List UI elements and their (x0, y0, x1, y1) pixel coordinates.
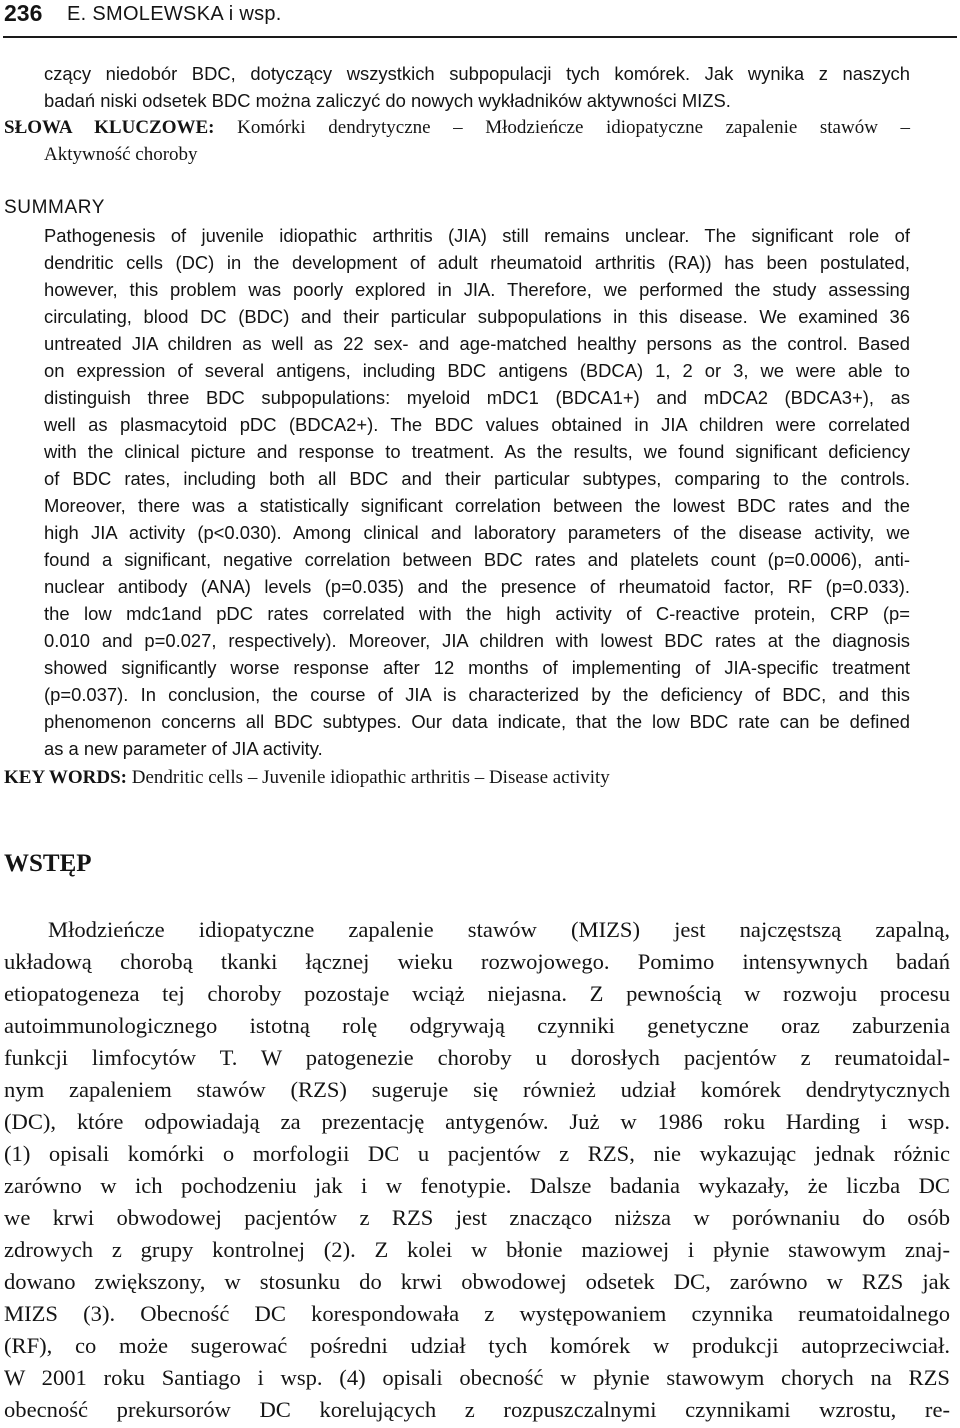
summary-line: however, this problem was poorly explored in JIA. Therefore, we performed the study assessing (44, 279, 910, 300)
keywords-en (4, 764, 610, 791)
summary-line: nuclear antibody (ANA) levels (p=0.035) and the presence of rheumatoid factor, RF (p=0.033). (44, 576, 910, 597)
intro-line: zdrowych z grupy kontrolnej (2). Z kolei w błonie maziowej i płynie stawowym znaj- (4, 1237, 950, 1262)
header-rule (3, 36, 957, 38)
summary-line: (p=0.037). In conclusion, the course of JIA is characterized by the deficiency of BDC, and this (44, 684, 910, 705)
intro-line: (1) opisali komórki o morfologii DC u pacjentów z RZS, nie wykazując jednak różnic (4, 1141, 950, 1166)
summary-line: circulating, blood DC (BDC) and their particular subpopulations in this disease. We examined 36 (44, 306, 910, 327)
summary-line: as a new parameter of JIA activity. (44, 738, 323, 759)
summary-line: with the clinical picture and response to treatment. As the results, we found significant deficiency (44, 441, 910, 462)
summary-line: the low mdc1and pDC rates correlated with the high activity of C-reactive protein, CRP (p= (44, 603, 910, 624)
summary-line: found a significant, negative correlation between BDC rates and platelets count (p=0.0006), anti- (44, 549, 910, 570)
intro-line: obecność prekursorów DC korelujących z rozpuszczalnymi czynnikami wzrostu, re- (4, 1397, 950, 1422)
intro-line: układową chorobą tkanki łącznej wieku rozwojowego. Pomimo intensywnych badań (4, 949, 950, 974)
intro-line: dowano zwiększony, w stosunku do krwi obwodowej odsetek DC, zarówno w RZS jak (4, 1269, 950, 1294)
summary-line: phenomenon concerns all BDC subtypes. Our data indicate, that the low BDC rate can be defined (44, 711, 910, 732)
running-head: E. SMOLEWSKA i wsp. (67, 3, 282, 25)
introduction-heading: WSTĘP (4, 850, 92, 877)
summary-line: distinguish three BDC subpopulations: myeloid mDC1 (BDCA1+) and mDCA2 (BDCA3+), as (44, 387, 910, 408)
intro-line: we krwi obwodowej pacjentów z RZS jest znacząco niższa w porównaniu do osób (4, 1205, 950, 1230)
summary-line: Moreover, there was a statistically significant correlation between the lowest BDC rates and the (44, 495, 910, 516)
keywords-pl-text: Komórki dendrytyczne – Młodzieńcze idiopatyczne zapalenie stawów – (237, 117, 911, 138)
keywords-pl-line2: Aktywność choroby (44, 144, 198, 165)
keywords-en-text: Dendritic cells – Juvenile idiopathic arthritis – Disease activity (131, 767, 610, 788)
intro-line: nym zapaleniem stawów (RZS) sugeruje się również udział komórek dendrytycznych (4, 1077, 950, 1102)
summary-line: high JIA activity (p<0.030). Among clinical and laboratory parameters of the disease activity, we (44, 522, 910, 543)
abstract-line: badań niski odsetek BDC można zaliczyć do nowych wykładników aktywności MIZS. (44, 90, 731, 111)
summary-line: well as plasmacytoid pDC (BDCA2+). The BDC values obtained in JIA children were correlated (44, 414, 910, 435)
summary-line: showed significantly worse response after 12 months of implementing of JIA-specific treatment (44, 657, 910, 678)
page-number: 236 (4, 0, 43, 26)
summary-line: on expression of several antigens, including BDC antigens (BDCA) 1, 2 or 3, we were able to (44, 360, 910, 381)
summary-line: of BDC rates, including both all BDC and their particular subtypes, comparing to the controls. (44, 468, 910, 489)
intro-line: funkcji limfocytów T. W patogenezie choroby u dorosłych pacjentów z reumatoidal- (4, 1045, 950, 1070)
intro-line: autoimmunologicznego istotną rolę odgrywają czynniki genetyczne oraz zaburzenia (4, 1013, 950, 1038)
abstract-line: czący niedobór BDC, dotyczący wszystkich subpopulacji tych komórek. Jak wynika z naszych (44, 63, 910, 84)
keywords-pl-label: SŁOWA KLUCZOWE: (4, 117, 215, 138)
intro-line: (RF), co może sugerować pośredni udział tych komórek w produkcji autoprzeciwciał. (4, 1333, 950, 1358)
keywords-en-label: KEY WORDS: (4, 767, 127, 788)
intro-line: (DC), które odpowiadają za prezentację antygenów. Już w 1986 roku Harding i wsp. (4, 1109, 950, 1134)
intro-line: zarówno w ich pochodzeniu jak i w fenotypie. Dalsze badania wykazały, że liczba DC (4, 1173, 950, 1198)
intro-line: etiopatogeneza tej choroby pozostaje wciąż niejasna. Z pewnością w rozwoju procesu (4, 981, 950, 1006)
intro-line: W 2001 roku Santiago i wsp. (4) opisali obecność w płynie stawowym chorych na RZS (4, 1365, 950, 1390)
summary-heading: SUMMARY (4, 197, 105, 218)
summary-line: untreated JIA children as well as 22 sex- and age-matched healthy persons as the control. Based (44, 333, 910, 354)
intro-line: MIZS (3). Obecność DC korespondowała z występowaniem czynnika reumatoidalnego (4, 1301, 950, 1326)
keywords-pl-line1 (4, 114, 910, 141)
summary-line: dendritic cells (DC) in the development of adult rheumatoid arthritis (RA)) has been postulated, (44, 252, 910, 273)
summary-line: Pathogenesis of juvenile idiopathic arthritis (JIA) still remains unclear. The significant role of (44, 225, 910, 246)
intro-line: Młodzieńcze idiopatyczne zapalenie stawów (MIZS) jest najczęstszą zapalną, (48, 917, 950, 942)
summary-line: 0.010 and p=0.027, respectively). Moreover, JIA children with lowest BDC rates at the diagnosis (44, 630, 910, 651)
